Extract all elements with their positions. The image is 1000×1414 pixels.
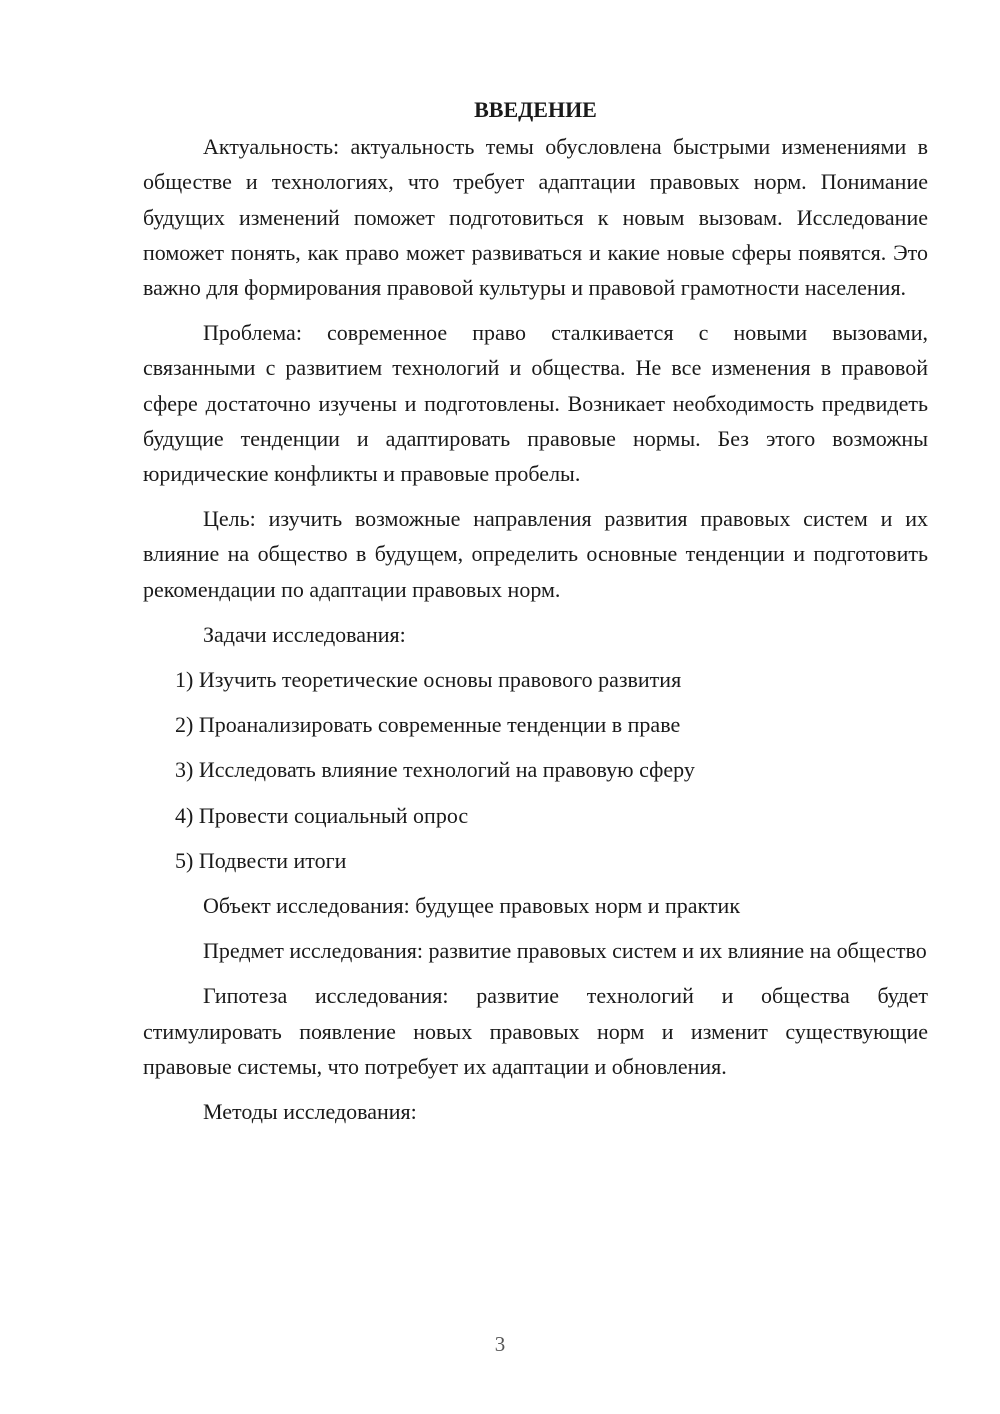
document-page bbox=[143, 92, 928, 1139]
task-item: 5) Подвести итоги bbox=[175, 847, 347, 873]
relevance-paragraph: Актуальность: актуальность темы обусловлена быстрыми изменениями в обществе и технологиях, что требует адаптации правовых норм. Понимание будущих изменений поможет подготовиться к новым вызовам. Исследование поможет понять, как право может развиваться и какие новые сферы появятся. Это важно для формирования правовой культуры и правовой грамотности населения. bbox=[143, 134, 928, 301]
page-number: 3 bbox=[494, 1332, 506, 1356]
hypothesis-paragraph: Гипотеза исследования: развитие технологий и общества будет стимулировать появление новых правовых норм и изменит существующие правовые системы, что потребует их адаптации и обновления. bbox=[143, 983, 928, 1079]
section-title: ВВЕДЕНИЕ bbox=[474, 97, 597, 122]
task-item: 3) Исследовать влияние технологий на правовую сферу bbox=[175, 757, 695, 783]
tasks-label: Задачи исследования: bbox=[203, 621, 406, 647]
methods-paragraph: Методы исследования: bbox=[203, 1099, 417, 1125]
problem-paragraph: Проблема: современное право сталкивается с новыми вызовами, связанными с развитием технологий и общества. Не все изменения в правовой сфере достаточно изучены и подготовлены. Возникает необходимость предвидеть будущие тенденции и адаптировать правовые нормы. Без этого возможны юридические конфликты и правовые пробелы. bbox=[143, 320, 928, 487]
goal-paragraph: Цель: изучить возможные направления развития правовых систем и их влияние на общество в будущем, определить основные тенденции и подготовить рекомендации по адаптации правовых норм. bbox=[143, 506, 928, 602]
tasks-list bbox=[143, 662, 928, 878]
object-paragraph: Объект исследования: будущее правовых норм и практик bbox=[203, 893, 741, 919]
subject-paragraph: Предмет исследования: развитие правовых систем и их влияние на общество bbox=[203, 938, 927, 964]
task-item: 4) Провести социальный опрос bbox=[175, 802, 469, 828]
task-item: 2) Проанализировать современные тенденции в праве bbox=[175, 712, 681, 738]
task-item: 1) Изучить теоретические основы правового развития bbox=[175, 667, 682, 693]
